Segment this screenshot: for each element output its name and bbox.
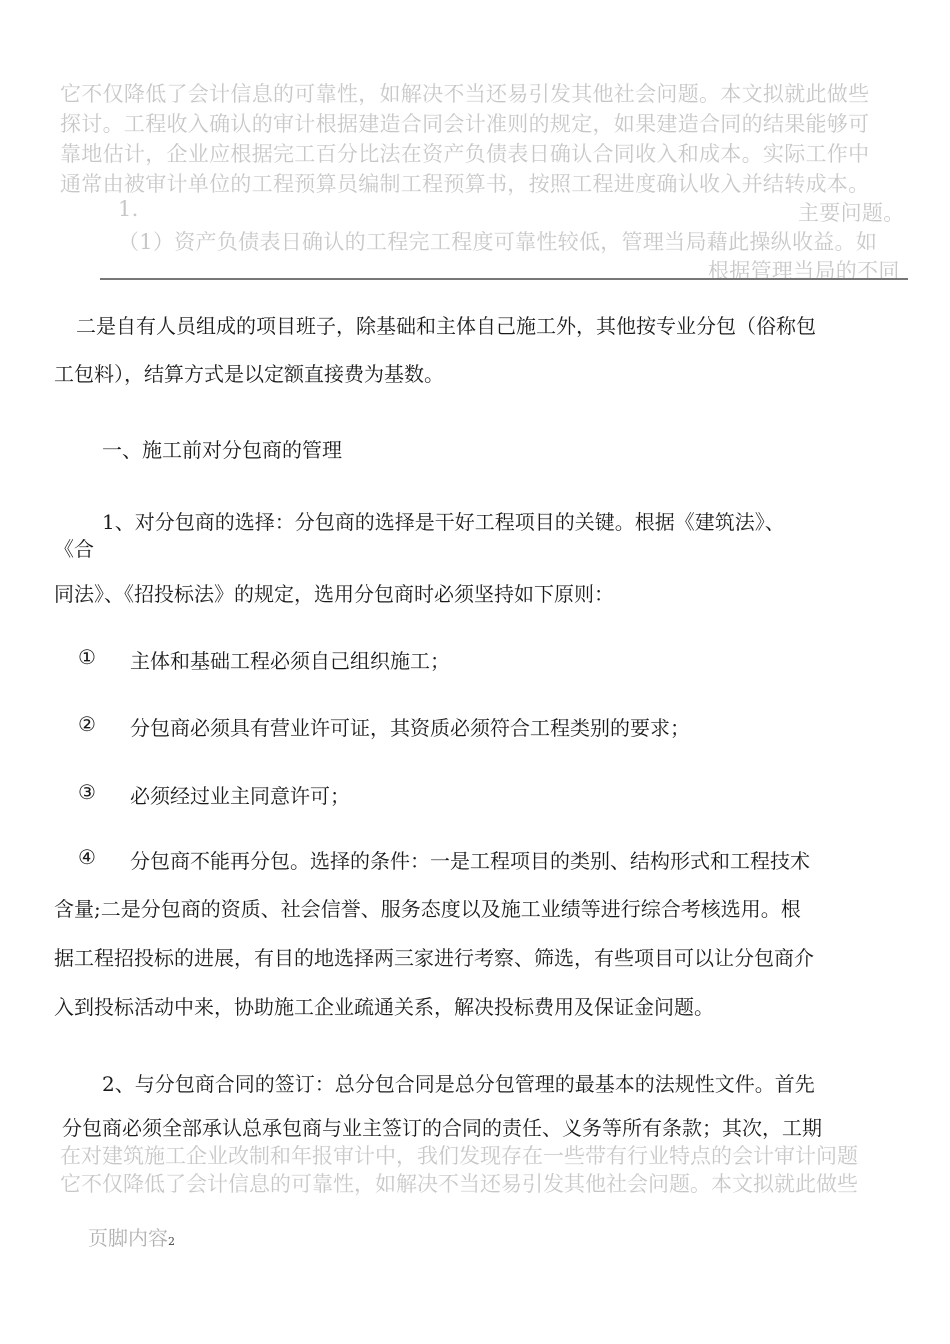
paragraph-line: 入到投标活动中来，协助施工企业疏通关系，解决投标费用及保证金问题。	[54, 995, 714, 1019]
header-watermark-line-2: 探讨。工程收入确认的审计根据建造合同会计准则的规定，如果建造合同的结果能够可	[60, 112, 870, 136]
header-divider	[100, 278, 908, 280]
paragraph-line: 工包料），结算方式是以定额直接费为基数。	[54, 362, 444, 386]
footer-label: 页脚内容	[88, 1226, 168, 1250]
paragraph-line: 分包商必须全部承认总承包商与业主签订的合同的责任、义务等所有条款；其次，工期	[62, 1116, 822, 1140]
rule-text: 必须经过业主同意许可；	[130, 784, 350, 808]
paragraph-line: 含量;二是分包商的资质、社会信誉、服务态度以及施工业绩等进行综合考核选用。根	[54, 897, 801, 921]
paragraph-line: 《合	[54, 537, 94, 561]
header-watermark-line-4: 通常由被审计单位的工程预算员编制工程预算书，按照工程进度确认收入并结转成本。	[60, 172, 870, 196]
section-heading: 一、施工前对分包商的管理	[102, 438, 342, 462]
header-watermark-line-3: 靠地估计，企业应根据完工百分比法在资产负债表日确认合同收入和成本。实际工作中	[60, 142, 870, 166]
paragraph-line: 1、对分包商的选择：分包商的选择是干好工程项目的关键。根据《建筑法》、	[102, 510, 785, 534]
paragraph-line: 据工程招投标的进展，有目的地选择两三家进行考察、筛选，有些项目可以让分包商介	[54, 946, 814, 970]
header-watermark-item-number: 1.	[118, 197, 139, 221]
header-watermark-line-1: 它不仅降低了会计信息的可靠性，如解决不当还易引发其他社会问题。本文拟就此做些	[60, 82, 870, 106]
paragraph-line: 2、与分包商合同的签订：总分包合同是总分包管理的最基本的法规性文件。首先	[102, 1072, 815, 1096]
rule-text: 主体和基础工程必须自己组织施工；	[130, 649, 450, 673]
rule-marker: ②	[78, 712, 96, 736]
page-number: 2	[168, 1235, 175, 1248]
paragraph-line: 同法》、《招投标法》的规定，选用分包商时必须坚持如下原则：	[54, 582, 614, 606]
footer-watermark-line-1: 在对建筑施工企业改制和年报审计中，我们发现存在一些带有行业特点的会计审计问题	[60, 1144, 858, 1168]
rule-text: 分包商不能再分包。选择的条件：一是工程项目的类别、结构形式和工程技术	[130, 849, 810, 873]
rule-marker: ④	[78, 845, 96, 869]
rule-text: 分包商必须具有营业许可证，其资质必须符合工程类别的要求；	[130, 716, 690, 740]
footer-watermark-line-2: 它不仅降低了会计信息的可靠性，如解决不当还易引发其他社会问题。本文拟就此做些	[60, 1172, 858, 1196]
header-watermark-sub-item-cont: 根据管理当局的不同	[708, 259, 900, 283]
rule-marker: ①	[78, 645, 96, 669]
rule-marker: ③	[78, 780, 96, 804]
paragraph-line: 二是自有人员组成的项目班子，除基础和主体自己施工外，其他按专业分包（俗称包	[76, 314, 816, 338]
header-watermark-item-title: 主要问题。	[798, 201, 905, 225]
page-footer	[88, 1222, 175, 1251]
header-watermark-sub-item: （1）资产负债表日确认的工程完工程度可靠性较低，管理当局藉此操纵收益。如	[118, 230, 878, 254]
